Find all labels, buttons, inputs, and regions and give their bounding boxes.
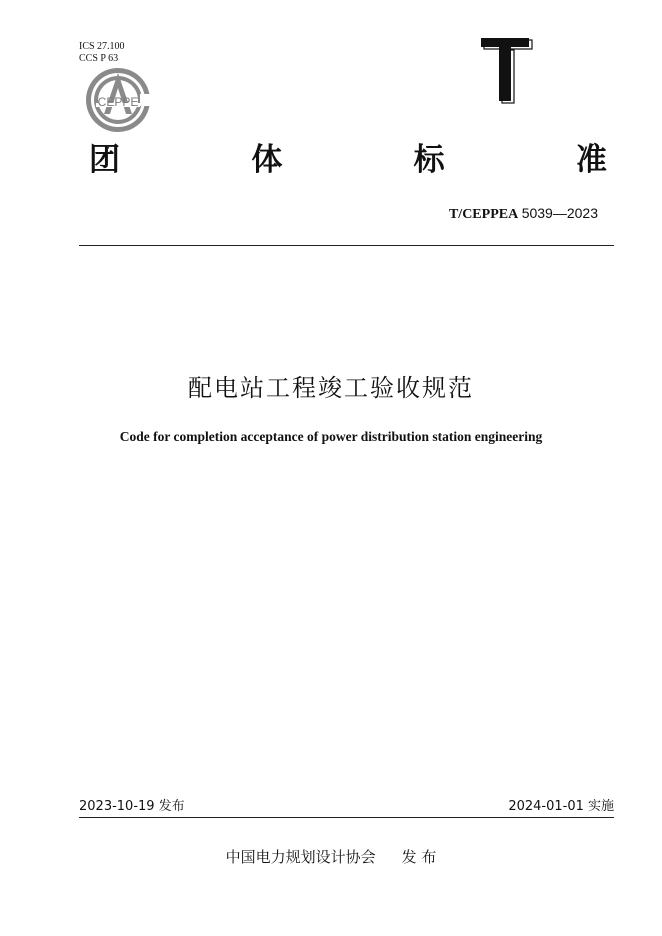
ccs-code: CCS P 63 bbox=[79, 52, 119, 64]
title-english: Code for completion acceptance of power distribution station engineering bbox=[119, 429, 543, 444]
ics-code: ICS 27.100 bbox=[79, 41, 125, 52]
header-char: 团 bbox=[89, 142, 120, 178]
standard-t-emblem-icon bbox=[478, 36, 536, 104]
effective-date: 2024-01-01 实施 bbox=[508, 799, 614, 814]
header-char: 体 bbox=[251, 142, 283, 178]
standard-number bbox=[449, 205, 598, 223]
standard-number-prefix: T/CEPPEA bbox=[448, 207, 519, 222]
bottom-divider bbox=[79, 817, 614, 818]
classification-codes bbox=[79, 41, 125, 64]
top-divider bbox=[79, 245, 614, 246]
issuer-line bbox=[0, 846, 662, 867]
header-char: 准 bbox=[575, 142, 607, 178]
release-date: 2023-10-19 发布 bbox=[79, 799, 185, 814]
issuer-name: 中国电力规划设计协会 bbox=[225, 848, 376, 866]
standard-number-value: 5039—2023 bbox=[521, 205, 598, 221]
issuer-action: 发 布 bbox=[401, 848, 437, 866]
header-char: 标 bbox=[413, 142, 445, 178]
ceppea-logo-icon bbox=[84, 66, 152, 134]
group-standard-header bbox=[89, 142, 607, 178]
title-chinese: 配电站工程竣工验收规范 bbox=[188, 374, 474, 402]
logo-text: CEPPE bbox=[97, 95, 139, 109]
